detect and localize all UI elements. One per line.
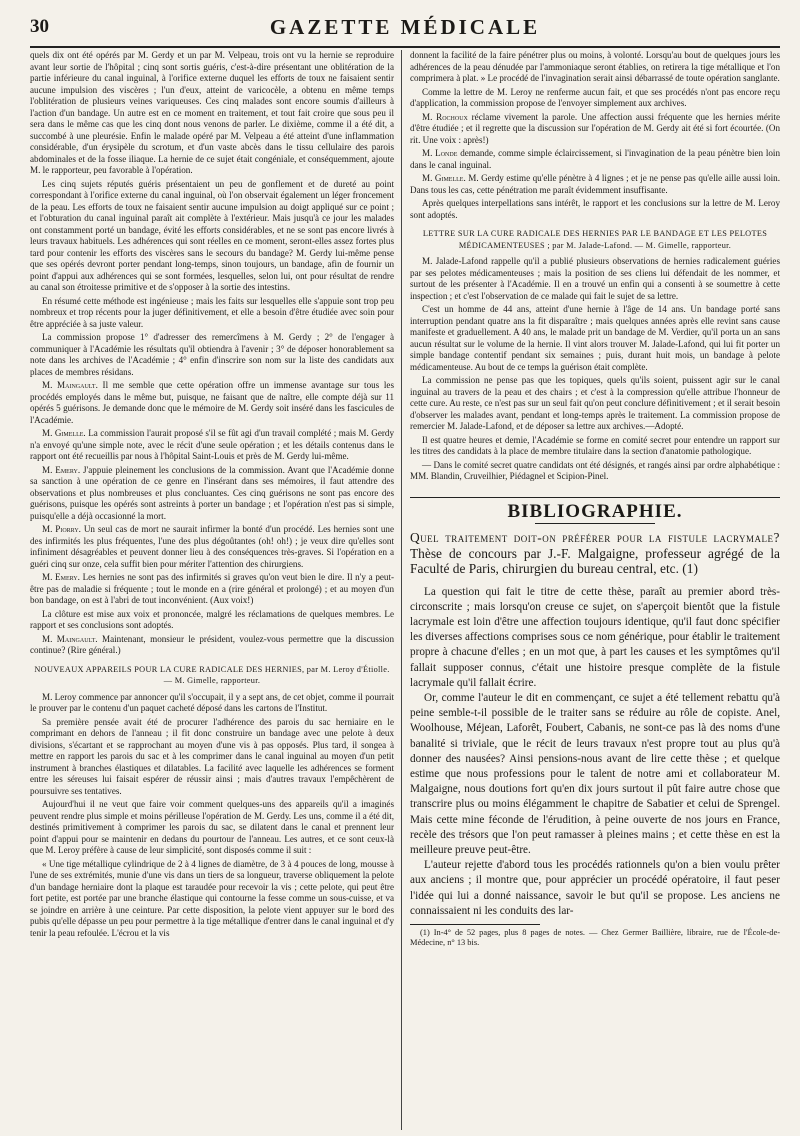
paragraph: Après quelques interpellations sans intérêt, le rapport et les conclusions sur la lettre de M. Leroy sont adoptés. bbox=[410, 198, 780, 220]
speaker-name: M. Maingault. bbox=[42, 380, 98, 390]
heading-rule bbox=[535, 523, 655, 524]
speaker-name: M. Maingault. bbox=[42, 633, 98, 644]
paragraph: — Dans le comité secret quatre candidats ont été désignés, et rangés ainsi par ordre alphabétique : MM. Blandin, Cruveilhier, Piédagnel et Scipion-Pinel. bbox=[410, 459, 780, 481]
footnote: (1) In-4° de 52 pages, plus 8 pages de notes. — Chez Germer Baillière, libraire, rue de l'École-de-Médecine, n° 13 bis. bbox=[410, 927, 780, 948]
thesis-question: Quel traitement doit-on préférer pour la fistule lacrymale? bbox=[410, 530, 780, 545]
footnote-rule bbox=[410, 924, 540, 925]
bibliography-heading: BIBLIOGRAPHIE. bbox=[507, 500, 683, 522]
columns bbox=[30, 50, 780, 1130]
speech-paragraph bbox=[30, 428, 394, 463]
paragraph: « Une tige métallique cylindrique de 2 à 4 lignes de diamètre, de 3 à 4 pouces de long, mousse à l'une de ses extrémités, munie d'une vis dans un tiers de sa longueur, traverse obliquement la pelote d'un bandage herniaire dont la plaque est taraudée pour recevoir la vis ; cette pelote, qui peut être fort petite, est portée par une branche élastique qui contourne la fesse comme un sous-cuisse, et va se joindre en arrière à une ceinture. Par cette disposition, la pelote vient appuyer sur le bord des pubis qu'elle dépasse un peu pour permettre à la tige métallique d'entrer dans le canal inguinal et d'y tenir la peau refoulée. L'écrou et la vis bbox=[30, 858, 394, 938]
paragraph: C'est un homme de 44 ans, atteint d'une hernie à l'âge de 14 ans. Un bandage porté sans interruption pendant quatre ans la fit disparaître ; mais quelques années après elle revint sans cause manifeste et graduellement. A 40 ans, le malade prit un bandage de M. Verdier, qu'il porta un an sans aucun résultat sur le volume de la hernie. Il vint alors trouver M. Jalade-Lafond, qui lui fit porter un simple bandage contentif pendant six semaines ; puis, durant huit mois, un bandage à pelote médicamenteuse. Au bout de ce temps la guérison était complète. bbox=[410, 304, 780, 372]
speech-paragraph bbox=[410, 112, 780, 147]
paragraph: M. Jalade-Lafond rappelle qu'il a publié plusieurs observations de hernies radicalement guéries par ses pelotes médicamenteuses ; mais la position de ses cliens lui défendait de les nommer, et surtout de les présenter à l'Académie. Il en a trouvé un enfin qui a consenti à se soumettre à cette inspection ; et c'est l'observation de ce malade qui fait le sujet de sa lettre. bbox=[410, 256, 780, 301]
paragraph: Il est quatre heures et demie, l'Académie se forme en comité secret pour entendre un rapport sur les titres des candidats à la place de membre titulaire dans la section d'anatomie pathologique. bbox=[410, 434, 780, 456]
section-rule bbox=[410, 497, 780, 498]
speaker-name: M. Londe bbox=[422, 148, 458, 158]
paragraph: La commission propose 1° d'adresser des remercîmens à M. Gerdy ; 2° de l'engager à communiquer à l'Académie les résultats qu'il obtiendra à l'avenir ; 3° de déposer honorablement sa note dans les archives de l'Académie ; 4° enfin d'inscrire son nom sur la liste des candidats aux places de membres résidans. bbox=[30, 332, 394, 377]
speech-paragraph bbox=[30, 380, 394, 426]
speech-text: Un seul cas de mort ne saurait infirmer la bonté d'un procédé. Les hernies sont une des infirmités les plus fréquentes, l'une des plus dégoûtantes (oh! oh!) ; je veux dire qu'elles sont infiniment désagréables et peuvent donner lieu à des conséquences très-graves. Si l'opération en a guéri cinq sur onze, cela suffit bien pour mériter l'attention des chirurgiens. bbox=[30, 524, 394, 569]
speech-text: Les hernies ne sont pas des infirmités si graves qu'on veut bien le dire. Il n'y a peut-être pas de maladie si fréquente ; tout le monde en a (rire général et prolongé) ; et au moyen d'un bon bandage, on est à l'abri de tout inconvénient. (Aux voix!) bbox=[30, 572, 394, 605]
left-column bbox=[30, 50, 394, 1130]
right-column bbox=[410, 50, 780, 1130]
review-paragraph: Or, comme l'auteur le dit en commençant, ce sujet a été tellement rebattu qu'à peine semble-t-il possible de le traiter sans se réduire au rôle de copiste. Anel, Woolhouse, Méjean, Laforêt, Foubert, Cabanis, ne sont-ce pas là des noms d'une banalité si triviale, que le récit de leurs travaux n'est propre tout au plus qu'à donner des nausées? Ainsi pensions-nous avant de lire cette thèse ; et quelque estime que nous professions pour le talent de notre ami et collaborateur M. Malgaigne, nous doutions fort qu'en dix jours surtout il pût faire autre chose que transcrire plus ou moins élégamment le chapitre de Sabatier et celui de Sprengel. Mais cette mine féconde de l'érudition, à peine ouverte de nos jours en France, recèle des trésors que l'on peut ramasser à pleines mains ; et cette thèse en est la meilleure preuve peut-être. bbox=[410, 691, 780, 856]
paragraph: Les cinq sujets réputés guéris présentaient un peu de gonflement et de dureté au point correspondant à l'orifice externe du canal inguinal, où l'on observait également un léger froncement de la peau. Les efforts de toux ne faisaient sentir aucune impulsion au doigt appliqué sur ce point ; et l'obturation du canal inguinal paraît ait complète à l'extérieur. Mais jusqu'à ce jour les malades ont constamment porté un bandage, évité les efforts considérables, et ne se sont pas encore livrés à leurs travaux habituels. Les adhérences qui sont réelles en ce moment, seront-elles assez fortes plus tard pour contenir les efforts des viscères sans le secours du bandage? M. Gerdy lui-même pense que ses opérés devront porter pendant long-temps, sinon toujours, un bandage, afin de fournir un point d'appui aux adhérences qui se sont formées, lesquelles, selon lui, ont pour résultat de rendre au canal son étroitesse primitive et de s'opposer à la sortie des intestins. bbox=[30, 178, 394, 292]
book-citation bbox=[410, 530, 780, 577]
speech-paragraph bbox=[30, 524, 394, 570]
speech-text: demande, comme simple éclaircissement, si l'invagination de la peau pénètre bien loin dans le canal inguinal. bbox=[410, 148, 780, 170]
page-number: 30 bbox=[30, 16, 49, 37]
section-heading: NOUVEAUX APPAREILS POUR LA CURE RADICALE DES HERNIES, par M. Leroy d'Étiolle. — M. Gimelle, rapporteur. bbox=[34, 664, 390, 685]
speaker-name: M. Emery. bbox=[42, 572, 80, 582]
speech-text: Il me semble que cette opération offre un immense avantage sur tous les procédés employés dans le même but, puisque, ne faisant que de naître, elle compte déjà sur 11 opérés 5 guérisons. Je demande donc que le mémoire de M. Gerdy soit inséré dans les fascicules de l'Académie. bbox=[30, 380, 394, 425]
paragraph: Aujourd'hui il ne veut que faire voir comment quelques-uns des appareils qu'il a imaginés peuvent rendre plus simple et moins périlleuse l'opération de M. Gerdy. Les uns, comme il a été dit, destinés primitivement à comprimer les parois du sac, se dilatent dans le canal et prennent leur point d'appui pour se maintenir en dedans du pourtour de l'anneau. Les autres, et ce sont ceux-là que M. Leroy préfère à cause de leur simplicité, sont disposés comme il suit : bbox=[30, 799, 394, 855]
review-paragraph: L'auteur rejette d'abord tous les procédés rationnels qu'on a bien voulu prêter aux anciens ; il montre que, pour apprécier un procédé opératoire, il faut peser l'idée qui lui a donné naissance, savoir le but qu'il se propose. Les anciens ne connaissaient ni les conduits des lar- bbox=[410, 859, 780, 917]
paragraph: donnent la facilité de la faire pénétrer plus ou moins, à volonté. Lorsqu'au bout de quelques jours les adhérences de la peau dénudée par l'ammoniaque seront établies, on retirera la tige métallique et l'on comprimera à plat. » Le procédé de l'invagination serait ainsi débarrassé de toute opération sanglante. bbox=[410, 50, 780, 83]
paragraph: Sa première pensée avait été de procurer l'adhérence des parois du sac herniaire en le comprimant en dehors de l'anneau ; il fit donc construire un bandage avec une pelote à deux divisions, s'écartant et se rapprochant au moyen d'une vis à pas opposés. Plus tard, il songea à mettre en rapport les parois du sac et à les comprimer dans le canal inguinal au moyen d'un petit instrument à branches élastiques et dilatables. La facilité avec laquelle les adhérences se forment entre les séreuses lui faisait espérer de réussir ainsi ; mais d'autres travaux l'empêchèrent de poursuivre ses tentatives. bbox=[30, 716, 394, 796]
paragraph: En résumé cette méthode est ingénieuse ; mais les faits sur lesquelles elle s'appuie sont trop peu nombreux et trop récents pour la juger définitivement, et elle a besoin d'être étudiée avec soin pour être appréciée à sa juste valeur. bbox=[30, 295, 394, 329]
paragraph: M. Leroy commence par annoncer qu'il s'occupait, il y a sept ans, de cet objet, comme il pourrait le prouver par le contenu d'un paquet cacheté déposé dans les cartons de l'Institut. bbox=[30, 691, 394, 713]
speech-paragraph bbox=[30, 572, 394, 607]
speech-text: J'appuie pleinement les conclusions de la commission. Avant que l'Académie donne sa sanction à une opération de ce genre en l'insérant dans ses mémoires, il faut attendre des observations et plus nombreuses et plus concluantes. Ces cinq guérisons ne sont pas encore des guérisons, puisque les opérés sont astreints à porter un bandage ; et l'opération n'est pas si simple, puisqu'elle a déjà occasionné la mort. bbox=[30, 464, 394, 521]
speaker-name: M. Gimelle. bbox=[422, 173, 466, 183]
speech-paragraph bbox=[30, 465, 394, 523]
section-heading: LETTRE SUR LA CURE RADICALE DES HERNIES PAR LE BANDAGE ET LES PELOTES MÉDICAMENTEUSES ; par M. Jalade-Lafond. — M. Gimelle, rapporteur. bbox=[422, 229, 768, 250]
speech-paragraph bbox=[410, 173, 780, 196]
speech-text: M. Gerdy estime qu'elle pénètre à 4 lignes ; et je ne pense pas qu'elle aille aussi loin. Dans tous les cas, cette pénétration me paraît évidemment insuffisante. bbox=[410, 173, 780, 195]
page-header bbox=[30, 10, 780, 48]
paragraph: quels dix ont été opérés par M. Gerdy et un par M. Velpeau, trois ont vu la hernie se reproduire avant leur sortie de l'hôpital ; cinq sont sortis guéris, c'est-à-dire présentant une oblitération de la partie inférieure du canal inguinal, à l'orifice externe duquel les efforts de toux ne faisaient sentir aucune impulsion des viscères ; l'un d'eux, atteint de varicocèle, a obtenu en même temps l'oblitération de plusieurs veines variqueuses. Ces cinq malades sont encore soumis d'ailleurs à l'action d'un bandage. Un autre est en ce moment en traitement, et tout fait croire que sous peu il sera dans le même cas que les cinq dont nous venons de parler. Le dixième, comme il a été dit, a succombé à une pleurésie. Enfin le malade opéré par M. Velpeau a été atteint d'une inflammation considérable, d'un érysipèle du scrotum, et d'un vaste abcès dans le tissu cellulaire des parois abdominales et de la fosse iliaque. La hernie de ce sujet était congéniale, et conséquemment, ajoute M. le rapporteur, peu favorable à l'opération. bbox=[30, 50, 394, 175]
column-divider bbox=[401, 50, 402, 1130]
speaker-name: M. Emery. bbox=[42, 464, 81, 475]
paragraph: La commission ne pense pas que les topiques, quels qu'ils soient, puissent agir sur le canal inguinal au travers de la peau et des chairs ; et c'est à la compression qu'elle attribue l'honneur de cette cure. Au reste, ce n'est pas sur un seul fait qu'on peut conclure définitivement ; et il serait besoin d'observer les malades avant, pendant et long-temps après le traitement. La commission propose de remercier M. Jalade-Lafond, et de déposer sa lettre aux archives.—Adopté. bbox=[410, 375, 780, 431]
speech-text: Maintenant, monsieur le président, voulez-vous permettre que la discussion continue? (Rire général.) bbox=[30, 633, 394, 655]
review-paragraph: La question qui fait le titre de cette thèse, paraît au premier abord très-circonscrite ; mais lorsqu'on creuse ce sujet, on s'aperçoit bientôt que la fistule lacrymale est loin d'être une affection toujours identique, qu'il faut donc spécifier les diverses affections comprises sous ce nom générique, pour établir le traitement propre à chacune d'elles ; en un mot que, à part les causes et les symptômes qu'il fallait supposer connus, c'était une histoire presque complète de la fistule lacrymale qu'il fallait écrire. bbox=[410, 585, 780, 689]
speech-paragraph bbox=[30, 634, 394, 657]
paragraph: Comme la lettre de M. Leroy ne renferme aucun fait, et que ses procédés n'ont pas encore reçu d'application, la commission propose de l'envoyer simplement aux archives. bbox=[410, 86, 780, 108]
speaker-name: M. Rochoux bbox=[422, 111, 468, 122]
speech-text: réclame vivement la parole. Une affection aussi fréquente que les hernies mérite d'être étudiée ; et il regrette que la discussion sur l'opération de M. Gerdy ait été si fort écourtée. (On rit. Une voix : après!) bbox=[410, 111, 780, 145]
speaker-name: M. Piorry. bbox=[42, 524, 81, 534]
thesis-details: Thèse de concours par J.-F. Malgaigne, professeur agrégé de la Faculté de Paris, chirurgien du bureau central, etc. (1) bbox=[410, 545, 780, 576]
publication-title: GAZETTE MÉDICALE bbox=[269, 15, 541, 39]
speaker-name: M. Gimelle. bbox=[42, 428, 86, 438]
review-body bbox=[410, 585, 780, 919]
paragraph: La clôture est mise aux voix et prononcée, malgré les réclamations de quelques membres. Le rapport et ses conclusions sont adoptés. bbox=[30, 608, 394, 630]
speech-paragraph bbox=[410, 148, 780, 171]
speech-text: La commission l'aurait proposé s'il se fût agi d'un travail complété ; mais M. Gerdy n'a envoyé qu'une simple note, avec le récit d'une seule opération ; et les détails contenus dans le rapport ont été recueillis par nous à l'hôpital Saint-Louis et près de M. Gerdy lui-même. bbox=[30, 428, 394, 461]
